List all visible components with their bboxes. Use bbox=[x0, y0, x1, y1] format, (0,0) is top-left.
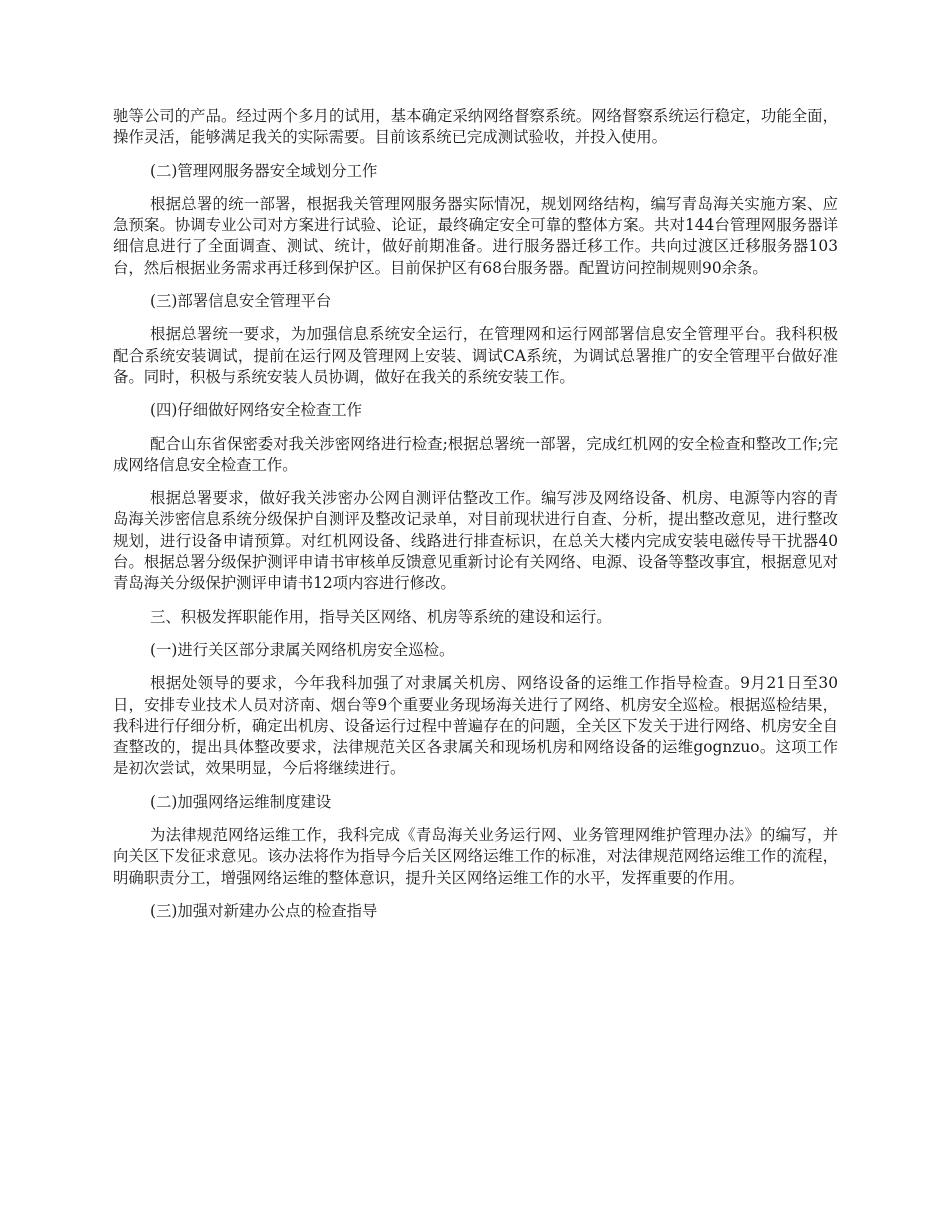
section-heading-server-security-domain: (二)管理网服务器安全域划分工作 bbox=[149, 161, 378, 180]
paragraph-security-inspection-2: 根据总署要求，做好我关涉密办公网自测评估整改工作。编写涉及网络设备、机房、电源等内容的青岛海关涉密信息系统分级保护自测评及整改记录单，对目前现状进行自查、分析，提出整改意见，进行整改规划，进行设备申请预算。对红机网设备、线路进行排查标识，在总关大楼内完成安装电磁传导干扰器40台。根据总署分级保护测评申请书审核单反馈意见重新讨论有关网络、电源、设备等整改事宜，根据意见对青岛海关分级保护测评申请书12项内容进行修改。 bbox=[113, 489, 838, 593]
paragraph-ops-regulations: 为法律规范网络运维工作，我科完成《青岛海关业务运行网、业务管理网维护管理办法》的编写，并向关区下发征求意见。该办法将作为指导今后关区网络运维工作的标准，对法律规范网络运维工作的流程，明确职责分工，增强网络运维的整体意识，提升关区网络运维工作的水平，发挥重要的作用。 bbox=[113, 826, 838, 887]
paragraph-machine-room-inspection: 根据处领导的要求，今年我科加强了对隶属关机房、网络设备的运维工作指导检查。9月21日至30日，安排专业技术人员对济南、烟台等9个重要业务现场海关进行了网络、机房安全巡检。根据巡检结果，我科进行仔细分析，确定出机房、设备运行过程中普遍存在的问题，全关区下发关于进行网络、机房安全自查整改的，提出具体整改要求，法律规范关区各隶属关和现场机房和网络设备的运维gognzuo。这项工作是初次尝试，效果明显，今后将继续进行。 bbox=[113, 674, 838, 778]
section-heading-machine-room-inspection: (一)进行关区部分隶属关网络机房安全巡检。 bbox=[149, 640, 455, 659]
paragraph-security-platform: 根据总署统一要求，为加强信息系统安全运行，在管理网和运行网部署信息安全管理平台。我科积极配合系统安装调试，提前在运行网及管理网上安装、调试CA系统，为调试总署推广的安全管理平台做好准备。同时，积极与系统安装人员协调，做好在我关的系统安装工作。 bbox=[113, 325, 838, 386]
paragraph-server-security-domain: 根据总署的统一部署，根据我关管理网服务器实际情况，规划网络结构，编写青岛海关实施方案、应急预案。协调专业公司对方案进行试验、论证，最终确定安全可靠的整体方案。共对144台管理网服务器详细信息进行了全面调查、测试、统计，做好前期准备。进行服务器迁移工作。共向过渡区迁移服务器103台，然后根据业务需求再迁移到保护区。目前保护区有68台服务器。配置访问控制规则90余条。 bbox=[113, 194, 838, 277]
section-heading-part-three: 三、积极发挥职能作用，指导关区网络、机房等系统的建设和运行。 bbox=[149, 607, 612, 626]
section-heading-security-inspection: (四)仔细做好网络安全检查工作 bbox=[149, 401, 363, 420]
paragraph-security-inspection-1: 配合山东省保密委对我关涉密网络进行检查;根据总署统一部署，完成红机网的安全检查和整改工作;完成网络信息安全检查工作。 bbox=[113, 434, 838, 474]
paragraph-system-summary: 驰等公司的产品。经过两个多月的试用，基本确定采纳网络督察系统。网络督察系统运行稳定，功能全面，操作灵活，能够满足我关的实际需要。目前该系统已完成测试验收，并投入使用。 bbox=[113, 107, 838, 147]
section-heading-security-platform: (三)部署信息安全管理平台 bbox=[149, 292, 332, 311]
section-heading-ops-regulations: (二)加强网络运维制度建设 bbox=[149, 792, 332, 811]
section-heading-new-office-inspection: (三)加强对新建办公点的检查指导 bbox=[149, 901, 378, 920]
document-page bbox=[113, 106, 838, 934]
